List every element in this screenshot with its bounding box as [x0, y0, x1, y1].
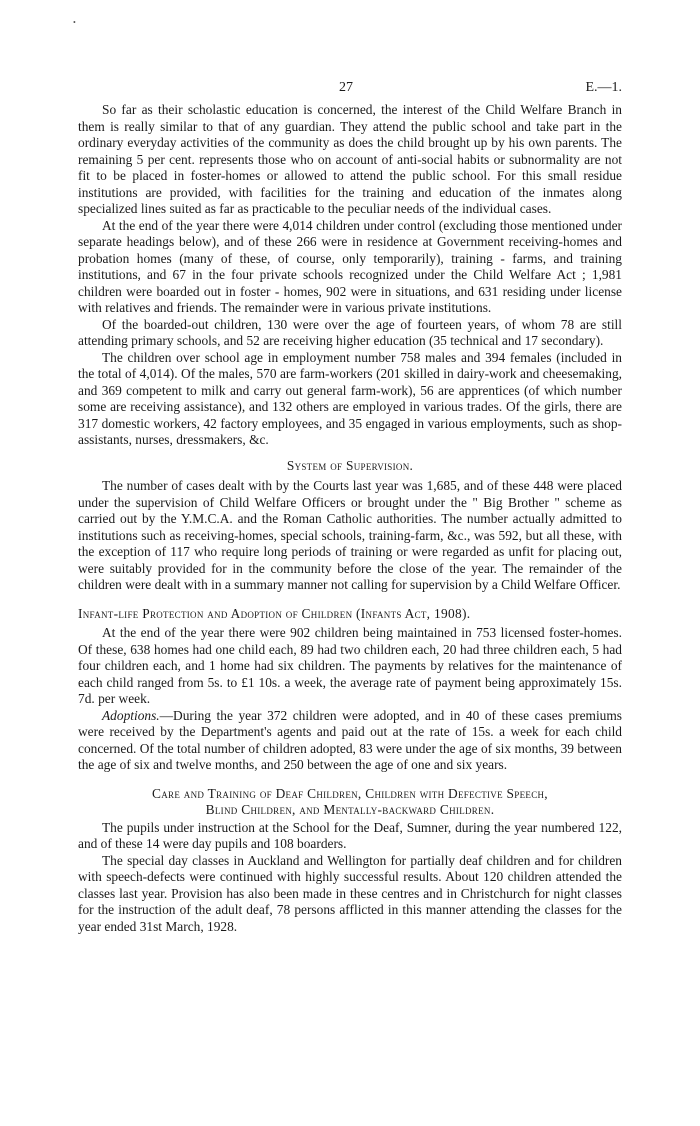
- paragraph: Of the boarded-out children, 130 were over the age of fourteen years, of whom 78 are still attending primary schools, and 52 are receiving higher education (35 technical and 17 secondary).: [78, 316, 622, 348]
- section-heading-deaf-line2: Blind Children, and Mentally-backward Children.: [205, 802, 495, 817]
- section-heading-deaf-line1: Care and Training of Deaf Children, Children with Defective Speech,: [152, 785, 548, 801]
- page-header: [0, 80, 700, 100]
- paragraph: At the end of the year there were 902 children being maintained in 753 licensed foster-homes. Of these, 638 homes had one child each, 89 had two children each, 20 had three children each, 5 had four children each, and 1 home had six children. The payments by relatives for the maintenance of each child ranged from 5s. to £1 10s. a week, the average rate of payment being approximately 15s. 7d. per week.: [78, 625, 622, 706]
- section-heading-deaf: [78, 786, 622, 819]
- paragraph: The pupils under instruction at the School for the Deaf, Sumner, during the year numbered 122, and of these 14 were day pupils and 108 boarders.: [78, 819, 622, 851]
- paragraph-adoptions: [78, 708, 622, 774]
- adoptions-label: Adoptions.: [102, 707, 160, 723]
- paragraph: The children over school age in employment number 758 males and 394 females (included in the total of 4,014). Of the males, 570 are farm-workers (201 skilled in dairy-work and cheesemaking, and 369 competent to milk and carry out general farm-work), 56 are apprentices (of which number some are receiving assistance), and 132 others are employed in various trades. Of the girls, there are 317 domestic workers, 42 factory employees, and 35 engaged in various employments, such as shop-assistants, nurses, dressmakers, &c.: [78, 349, 622, 447]
- paragraph: At the end of the year there were 4,014 children under control (excluding those mentioned under separate headings below), and of these 266 were in residence at Government receiving-homes and probation homes (many of these, of course, only temporarily), training - farms, and training institutions, and 67 in the four private schools recognized under the Child Welfare Act ; 1,981 children were boarded out in foster - homes, 902 were in situations, and 631 residing under license with relatives and friends. The remainder were in various private institutions.: [78, 217, 622, 315]
- series-reference: E.—1.: [585, 80, 622, 95]
- page-mark: •: [73, 18, 76, 27]
- adoptions-text: —During the year 372 children were adopted, and in 40 of these cases premiums were received by the Department's agents and paid out at the rate of 15s. a week for each child concerned. Of the total number of children adopted, 83 were under the age of six months, 39 between the age of six and twelve months, and 250 between the age of one and six years.: [78, 707, 622, 772]
- section-heading-supervision: System of Supervision.: [286, 457, 414, 473]
- document-body: [78, 102, 622, 935]
- section-heading-infant-life: Infant-life Protection and Adoption of Children (Infants Act, 1908).: [78, 605, 471, 621]
- paragraph: So far as their scholastic education is concerned, the interest of the Child Welfare Branch in them is really similar to that of any guardian. They attend the public school and take part in the ordinary everyday activities of the community as does the child brought up by his own parents. The remaining 5 per cent. represents those who on account of anti-social habits or subnormality are not fit to be placed in foster-homes or allowed to attend the public school. For this small residue institutions are provided, with facilities for the training and education of the inmates along specialized lines suited as far as practicable to the peculiar needs of the individual cases.: [78, 102, 622, 216]
- paragraph: The number of cases dealt with by the Courts last year was 1,685, and of these 448 were placed under the supervision of Child Welfare Officers or brought under the " Big Brother " scheme as carried out by the Y.M.C.A. and the Roman Catholic authorities. The number actually admitted to institutions such as receiving-homes, special schools, training-farm, &c., was 592, but all these, with the exception of 117 who require long periods of training or were regarded as unfit for placing out, were suitably provided for in the community before the close of the year. The remainder of the children were dealt with in a summary manner not calling for supervision by a Child Welfare Officer.: [78, 478, 622, 592]
- page-number: 27: [339, 80, 353, 95]
- paragraph: The special day classes in Auckland and Wellington for partially deaf children and for children with speech-defects were continued with highly successful results. About 120 children attended the classes last year. Provision has also been made in these centres and in Christchurch for night classes for the instruction of the adult deaf, 78 persons afflicted in this manner attending the classes for the year ended 31st March, 1928.: [78, 852, 622, 934]
